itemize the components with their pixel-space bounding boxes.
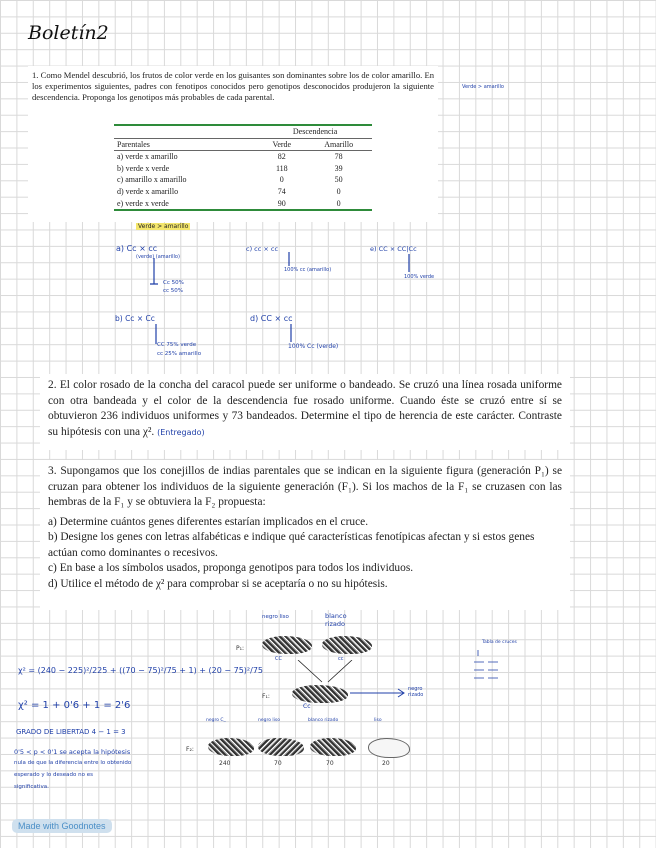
guinea-pig-f1 <box>292 685 348 703</box>
question-3-intro: 3. Supongamos que los conejillos de indias parentales que se indican en la siguiente figura (generación P₁) se cruzan para obtener los individuos de la siguiente generación (F₁). Si los machos de la F₁ se cruzasen con las hembras de la F₁ y se obtuviera la F₂ propuesta: <box>48 465 562 508</box>
chi-result: χ² = 1 + 0'6 + 1 = 2'6 <box>18 700 131 711</box>
descendencia-table <box>114 124 372 211</box>
f1-side-arrow-icon <box>350 688 410 698</box>
question-2-block <box>40 374 570 450</box>
note-b-head: b) Cc × Cc <box>115 314 155 323</box>
note-b-res2: cc 25% amarillo <box>157 351 202 357</box>
f2-count-3: 70 <box>326 760 334 767</box>
table-row: a) verde x amarillo 82 78 <box>117 152 343 162</box>
p1-right-label: blanco rizado <box>325 612 347 628</box>
cross-arrows-icon <box>296 660 356 686</box>
dominance-note: Verde > amarillo <box>138 223 189 230</box>
f1-side-label: negro rizado <box>408 686 424 698</box>
col-parentales: Parentales <box>114 138 258 151</box>
note-d-res: 100% Cc (verde) <box>288 343 339 350</box>
note-e-res: 100% verde <box>404 274 435 280</box>
degrees-freedom: GRADO DE LIBERTAD 4 − 1 = 3 <box>16 728 126 736</box>
right-scribble-icon <box>472 648 502 688</box>
f2-count-2: 70 <box>274 760 282 767</box>
f2-count-4: 20 <box>382 760 390 767</box>
chi-formula: χ² = (240 − 225)²/225 + ((70 − 75)²/75 + 1) + (20 − 75)²/75 <box>18 666 264 675</box>
col-amarillo: Amarillo <box>305 138 372 151</box>
note-b-res1: CC 75% verde <box>157 342 197 348</box>
conclusion-line-4: significativa. <box>14 784 49 790</box>
note-d-head: d) CC × cc <box>250 314 293 323</box>
note-c-res: 100% cc (amarillo) <box>284 267 332 273</box>
table-group-header: Descendencia <box>258 125 372 138</box>
margin-note: Verde > amarillo <box>462 84 504 90</box>
question-3-block <box>40 460 570 610</box>
arrow-d-icon <box>287 324 295 344</box>
question-1-block <box>28 66 438 222</box>
guinea-pig-f2-3 <box>310 738 356 756</box>
col-verde: Verde <box>258 138 305 151</box>
conclusion-line-1: 0'5 < p < 0'1 se acepta la hipótesis <box>14 748 131 756</box>
question-1-text: 1. Como Mendel descubrió, los frutos de color verde en los guisantes son dominantes sobre los de color amarillo. En los experimentos siguientes, padres con fenotipos conocidos pero genotipos desconocidos produjeron la siguiente descendencia. Proponga los genotipos más probables de cada parental. <box>32 70 434 102</box>
list-item: a) Determine cuántos genes diferentes estarían implicados en el cruce. <box>48 515 369 528</box>
f2-label-4: liso <box>374 718 382 723</box>
table-row: c) amarillo x amarillo 0 50 <box>117 175 343 185</box>
goodnotes-badge: Made with Goodnotes <box>12 819 112 833</box>
conclusion-line-3: esperado y lo deseado no es <box>14 772 93 778</box>
f1-geno: Cc <box>303 703 311 710</box>
f1-gen-label: F₁: <box>262 693 270 700</box>
f2-gen-label: F₂: <box>186 746 194 753</box>
table-row: d) verde x amarillo 74 0 <box>117 186 341 196</box>
question-2-text: 2. El color rosado de la concha del caracol puede ser uniforme o bandeado. Se cruzó una línea rosada uniforme con otra bandeada y el color de la descendencia fue rosado uniforme. Cuando éste se cruzó entre sí se obtuvieron 236 individuos uniformes y 73 bandeados. Determine el tipo de herencia de este carácter. Contraste su hipótesis con una χ². <box>48 379 562 438</box>
note-a-sub: (verde) (amarillo) <box>136 254 180 260</box>
list-item: d) Utilice el método de χ² para comprobar si se aceptaría o no su hipótesis. <box>48 577 388 590</box>
question-2-note: (Entregado) <box>157 427 205 437</box>
p1-left-geno: CC <box>275 656 282 662</box>
list-item: b) Designe los genes con letras alfabéticas e indique qué características fenotípicas afectan y si estos genes actúan como dominantes o recesivos. <box>48 531 535 559</box>
guinea-pig-f2-2 <box>258 738 304 756</box>
guinea-pig-f2-4 <box>368 738 410 758</box>
p1-gen-label: P₁: <box>236 645 245 652</box>
page-title: Boletín2 <box>28 22 109 44</box>
list-item: c) En base a los símbolos usados, proponga genotipos para todos los individuos. <box>48 562 414 574</box>
guinea-pig-white-rough <box>322 636 372 654</box>
guinea-pig-black-smooth <box>262 636 312 654</box>
table-row: b) verde x verde 118 39 <box>117 163 343 173</box>
right-note: Tabla de cruces <box>482 640 517 645</box>
f2-count-1: 240 <box>219 760 231 767</box>
note-a-head: a) Cc × cc <box>116 244 158 253</box>
note-e-head: e) CC × CC|Cc <box>370 245 417 253</box>
p1-right-geno: cc <box>338 656 344 662</box>
table-row: e) verde x verde 90 0 <box>117 198 341 208</box>
note-a-res2: cc 50% <box>163 288 184 294</box>
arrow-c-icon <box>285 252 293 268</box>
question-3-items <box>48 515 562 593</box>
conclusion-line-2: nula de que la diferencia entre lo obtenido <box>14 760 132 766</box>
note-a-res1: Cc 50% <box>163 280 184 286</box>
arrow-a-icon <box>150 258 160 288</box>
p1-left-label: negro liso <box>262 614 289 620</box>
f2-label-1: negro C_ <box>206 718 226 723</box>
arrow-e-icon <box>405 254 413 274</box>
guinea-pig-f2-1 <box>208 738 254 756</box>
note-c-head: c) cc × cc <box>246 245 279 253</box>
f2-label-3: blanco rizado <box>308 718 339 723</box>
f2-label-2: negro liso <box>258 718 281 723</box>
arrow-b-icon <box>152 324 160 346</box>
